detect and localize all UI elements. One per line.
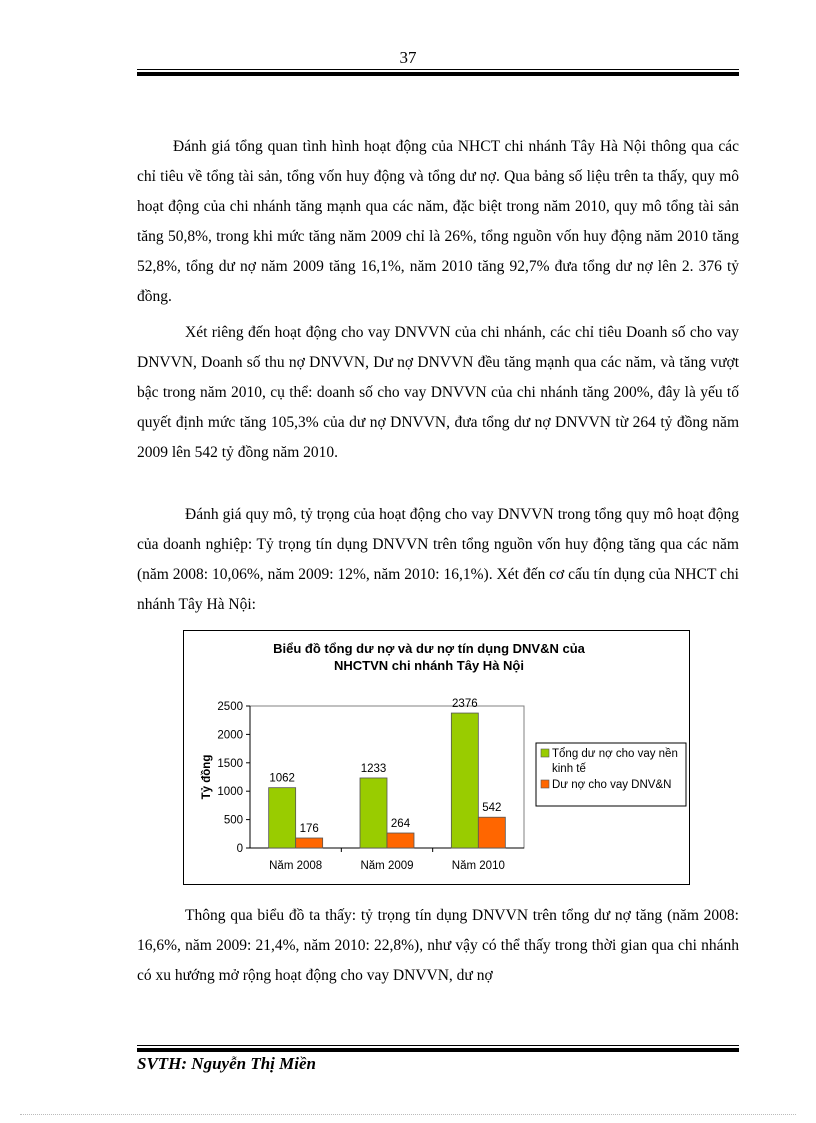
data-label: 2376 [452,698,478,711]
y-tick-label: 500 [223,814,243,827]
data-label: 176 [299,823,319,836]
y-axis-label: Tỷ đồng [201,754,213,800]
bar-sme-debt [296,838,323,848]
data-label: 264 [390,818,411,831]
y-tick-label: 2500 [217,701,243,713]
header-rule [137,69,739,76]
page-bottom-dotted-line [20,1114,796,1115]
legend-swatch [541,749,549,757]
chart-frame [183,630,690,885]
paragraph-sme-lending: Xét riêng đến hoạt động cho vay DNVVN của chi nhánh, các chỉ tiêu Doanh số cho vay DNVVN, Doanh số thu nợ DNVVN, Dư nợ DNVVN đều tăng mạnh qua các năm, và tăng vượt bậc trong năm 2010, cụ thể: doanh số cho vay DNVVN của chi nhánh tăng 200%, đây là yếu tố quyết định mức tăng 105,3% của dư nợ DNVVN, đưa tổng dư nợ DNVVN từ 264 tỷ đồng năm 2009 lên 542 tỷ đồng năm 2010. [137,324,739,461]
y-tick-label: 1500 [217,757,243,770]
footer-rule [137,1045,739,1052]
data-label: 542 [482,802,502,815]
legend-label: kinh tế [552,763,586,775]
x-tick-label: Năm 2008 [269,860,323,872]
y-tick-label: 0 [236,843,243,855]
legend-label: Dư nợ cho vay DNV&N [552,779,672,791]
x-tick-label: Năm 2009 [360,860,414,872]
paragraph-chart-analysis: Thông qua biểu đồ ta thấy: tỷ trọng tín dụng DNVVN trên tổng dư nợ tăng (năm 2008: 16,6%, năm 2009: 21,4%, năm 2010: 22,8%), như vậy có thể thấy trong thời gian qua chi nhánh có xu hướng mở rộng hoạt động cho vay DNVVN, dư nợ [137,907,739,984]
data-label: 1233 [360,762,387,775]
bar-sme-debt [478,817,505,848]
bar-total-debt [451,713,478,848]
y-tick-label: 1000 [217,786,243,799]
y-tick-label: 2000 [217,729,243,742]
bar-total-debt [360,778,387,848]
data-label: 1062 [269,772,295,785]
legend-label: Tổng dư nợ cho vay nền [552,748,678,760]
chart-subtitle: NHCTVN chi nhánh Tây Hà Nội [334,658,524,673]
paragraph-scale-assessment: Đánh giá quy mô, tỷ trọng của hoạt động cho vay DNVVN trong tổng quy mô hoạt động của doanh nghiệp: Tỷ trọng tín dụng DNVVN trên tổng nguồn vốn huy động tăng qua các năm (năm 2008: 10,06%, năm 2009: 12%, năm 2010: 16,1%). Xét đến cơ cấu tín dụng của NHCT chi nhánh Tây Hà Nội: [137,506,739,613]
page-number: 37 [399,48,417,67]
legend-swatch [541,780,549,788]
x-tick-label: Năm 2010 [451,860,505,872]
chart-title: Biểu đồ tổng dư nợ và dư nợ tín dụng DNV&N của [273,641,585,656]
bar-sme-debt [387,833,414,848]
footer-author: SVTH: Nguyễn Thị Miền [137,1054,316,1073]
debt-chart [184,631,689,884]
paragraph-overview: Đánh giá tổng quan tình hình hoạt động của NHCT chi nhánh Tây Hà Nội thông qua các chỉ tiêu về tổng tài sản, tổng vốn huy động và tổng dư nợ. Qua bảng số liệu trên ta thấy, quy mô hoạt động của chi nhánh tăng mạnh qua các năm, đặc biệt trong năm 2010, quy mô tổng tài sản tăng 50,8%, trong khi mức tăng năm 2009 chỉ là 26%, tổng nguồn vốn huy động năm 2010 tăng 52,8%, tổng dư nợ năm 2009 tăng 16,1%, năm 2010 tăng 92,7% đưa tổng dư nợ lên 2. 376 tỷ đồng. [137,138,739,305]
bar-total-debt [269,788,296,848]
